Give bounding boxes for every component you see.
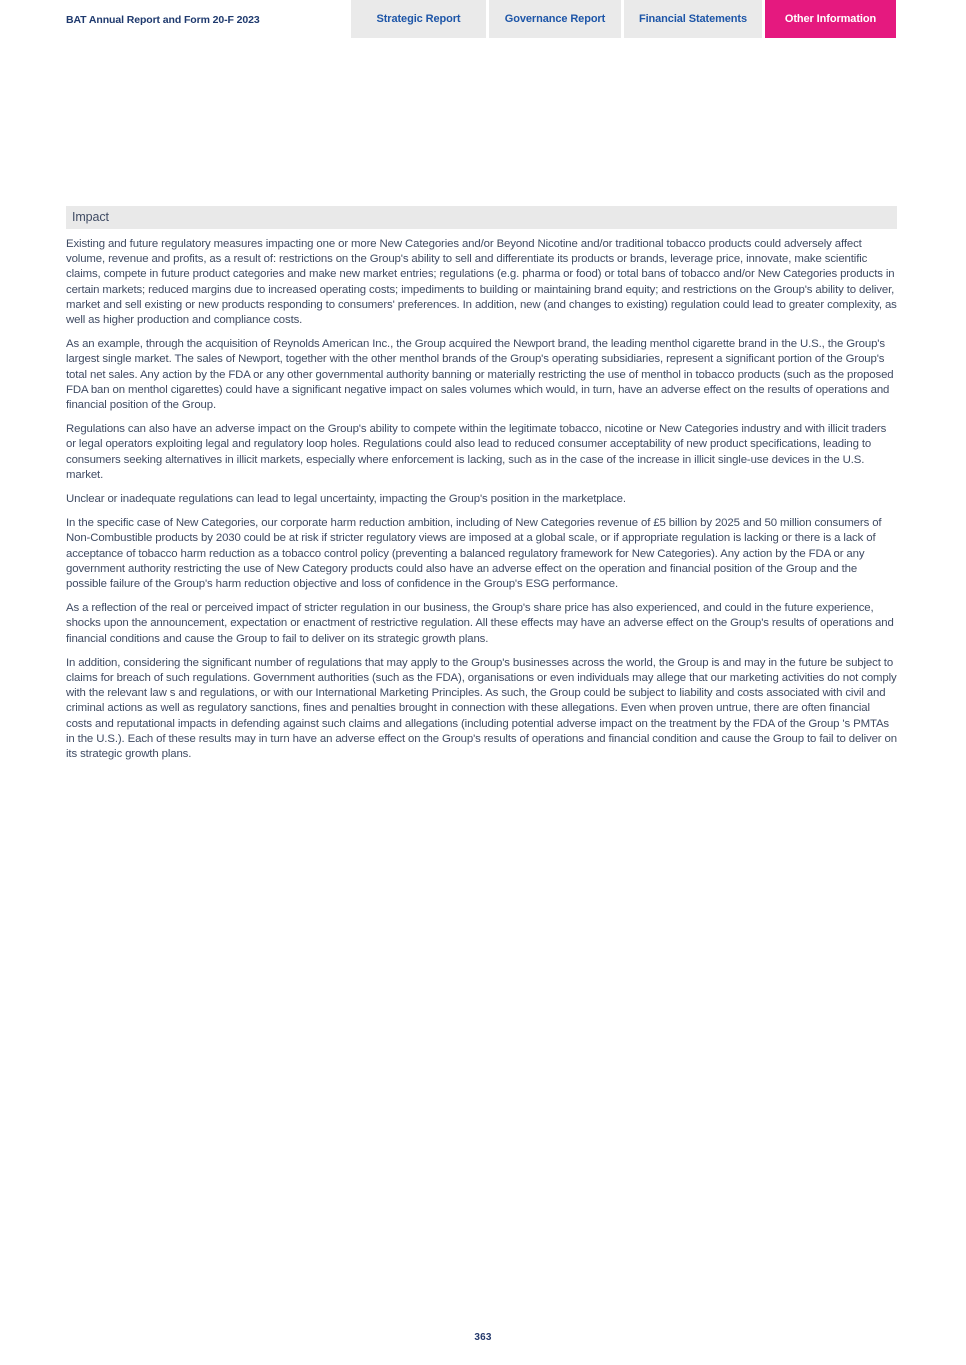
tab-other-information[interactable]: Other Information — [765, 0, 896, 38]
paragraph: As an example, through the acquisition of Reynolds American Inc., the Group acquired the Newport brand, the leading menthol cigarette brand in the U.S., the Group's largest single market. The sales of Newport, together with the other menthol brands of the Group's operating subsidiaries, represent a significant portion of the Group's total net sales. Any action by the FDA or any other governmental authority banning or materially restricting the use of menthol in tobacco products (such as the proposed FDA ban on menthol cigarettes) could have a significant negative impact on sales volumes which would, in turn, have an adverse effect on the results of operations and financial position of the Group. — [66, 338, 894, 412]
paragraph: Existing and future regulatory measures impacting one or more New Categories and/or Beyond Nicotine and/or traditional tobacco products could adversely affect volume, revenue and profits, as a result of: restrictions on the Group's ability to sell and differentiate its products or brands, leverage price, innovate, make scientific claims, compete in future product categories and make new market entries; regulations (e.g. pharma or food) or total bans of tobacco and/or New Categories products in certain markets; reduced margins due to increased operating costs; impediments to building or maintaining brand equity; and restrictions on the Group's ability to deliver, market and sell existing or new products responding to consumers' preferences. In addition, new (and changes to existing) regulation could lead to greater complexity, as well as higher production and compliance costs. — [66, 238, 897, 327]
document-content — [66, 206, 897, 762]
tab-governance-report[interactable]: Governance Report — [489, 0, 621, 38]
tab-financial-statements[interactable]: Financial Statements — [624, 0, 762, 38]
report-title: BAT Annual Report and Form 20-F 2023 — [66, 14, 260, 26]
paragraph: In the specific case of New Categories, our corporate harm reduction ambition, including of New Categories revenue of £5 billion by 2025 and 50 million consumers of Non-Combustible products by 2030 could be at risk if stricter regulatory views are imposed at a global scale, or if appropriate regulation is lacking or there is a lack of acceptance of tobacco harm reduction as a tobacco control policy (preventing a balanced regulatory framework for New Categories). Any action by the FDA or any government authority restricting the use of New Category products could also have an adverse effect on the operation and financial position of the Group and the possible failure of the Group's harm reduction objective and loss of confidence in the Group's ESG performance. — [66, 517, 882, 591]
paragraph: Unclear or inadequate regulations can lead to legal uncertainty, impacting the Group's position in the marketplace. — [66, 493, 626, 506]
page-number: 363 — [474, 1332, 492, 1343]
tab-strategic-report[interactable]: Strategic Report — [351, 0, 486, 38]
page-header — [0, 0, 966, 38]
paragraph: As a reflection of the real or perceived impact of stricter regulation in our business, the Group's share price has also experienced, and could in the future experience, shocks upon the announcement, expectation or enactment of restrictive regulation. All these effects may have an adverse effect on the Group's results of operations and financial conditions and cause the Group to fail to deliver on its strategic growth plans. — [66, 602, 894, 645]
section-heading-impact: Impact — [66, 206, 897, 229]
paragraph: In addition, considering the significant number of regulations that may apply to the Group's businesses across the world, the Group is and may in the future be subject to claims for breach of such regulations. Government authorities (such as the FDA), organisations or even individuals may allege that our marketing activities do not comply with the relevant law s and regulations, or with our International Marketing Principles. As such, the Group could be subject to liability and costs associated with civil and criminal actions as well as regulatory sanctions, fines and penalties brought in connection with these allegations. Even when proven untrue, there are often financial costs and reputational impacts in defending against such claims and allegations (including potential adverse impact on the treatment by the FDA of the Group 's PMTAs in the U.S.). Each of these results may in turn have an adverse effect on the Group's results of operations and financial condition and cause the Group to fail to deliver on its strategic growth plans. — [66, 656, 897, 761]
paragraph: Regulations can also have an adverse impact on the Group's ability to compete within the legitimate tobacco, nicotine or New Categories industry and with illicit traders or legal operators exploiting legal and regulatory loop holes. Regulations could also lead to reduced consumer acceptability of new product specifications, leading to consumers seeking alternatives in illicit markets, especially where enforcement is lacking, such as in the case of the increase in illicit single-use devices in the U.S. market. — [66, 423, 887, 481]
